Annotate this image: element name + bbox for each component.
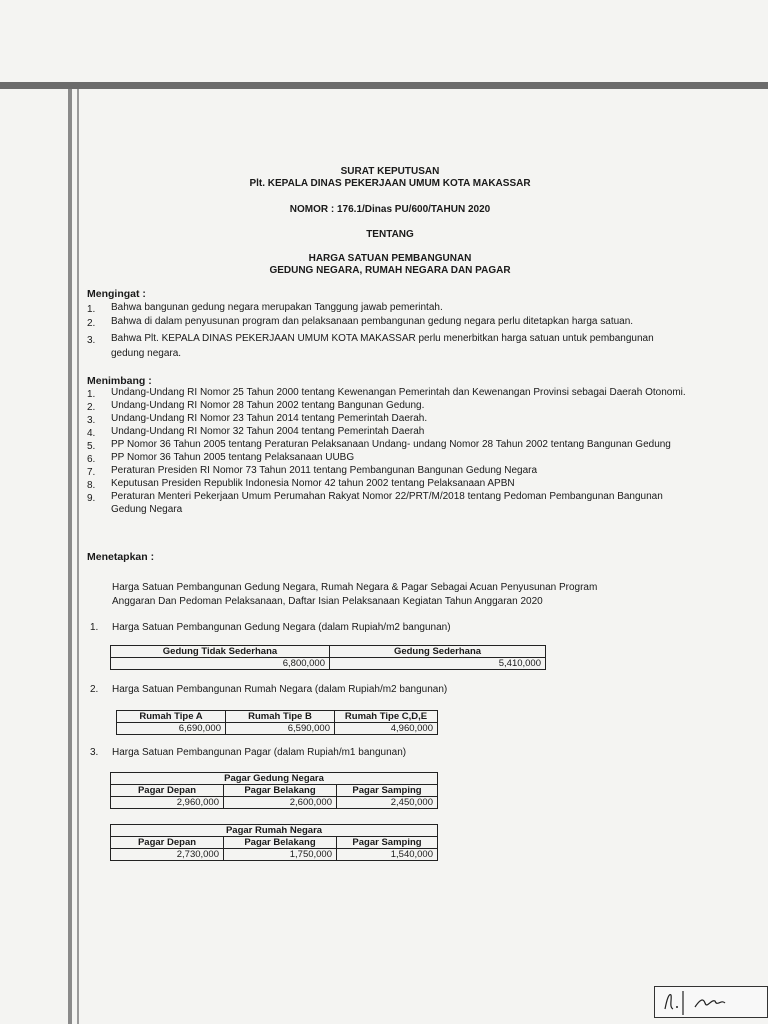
table-header: Pagar Depan (111, 785, 224, 797)
list-number: 7. (87, 467, 96, 478)
table-cell: 2,960,000 (111, 797, 224, 809)
section2-caption (90, 684, 447, 695)
table-cell: 2,450,000 (337, 797, 438, 809)
list-item (87, 412, 697, 425)
table-header: Gedung Tidak Sederhana (111, 646, 330, 658)
list-text: Undang-Undang RI Nomor 28 Tahun 2002 tentang Bangunan Gedung. (111, 400, 425, 411)
list-item (87, 315, 687, 328)
list-item (87, 477, 697, 490)
table-cell: 6,800,000 (111, 658, 330, 670)
menetapkan-intro-line1: Harga Satuan Pembangunan Gedung Negara, Rumah Negara & Pagar Sebagai Acuan Penyusunan Program (112, 582, 598, 593)
list-number: 2. (87, 318, 96, 329)
section-text: Harga Satuan Pembangunan Pagar (dalam Rupiah/m1 bangunan) (112, 747, 407, 758)
table-header: Pagar Samping (337, 837, 438, 849)
section-number: 3. (90, 747, 99, 758)
section3-caption (90, 747, 406, 758)
table-cell: 2,730,000 (111, 849, 224, 861)
table-title: Pagar Rumah Negara (111, 825, 438, 837)
mengingat-list (87, 301, 687, 361)
list-number: 3. (87, 335, 96, 346)
section-text: Harga Satuan Pembangunan Gedung Negara (dalam Rupiah/m2 bangunan) (112, 622, 451, 633)
table-header: Rumah Tipe B (226, 711, 335, 723)
list-text: Keputusan Presiden Republik Indonesia Nomor 42 tahun 2002 tentang Pelaksanaan APBN (111, 478, 515, 489)
table-cell: 6,590,000 (226, 723, 335, 735)
section1-caption (90, 622, 451, 633)
list-item (87, 386, 697, 399)
table-header: Pagar Belakang (224, 837, 337, 849)
table-header: Pagar Belakang (224, 785, 337, 797)
table-cell: 2,600,000 (224, 797, 337, 809)
list-number: 1. (87, 304, 96, 315)
table-header: Pagar Depan (111, 837, 224, 849)
list-item (87, 438, 697, 451)
list-item (87, 399, 697, 412)
mengingat-heading: Mengingat : (87, 288, 146, 300)
menimbang-heading: Menimbang : (87, 375, 152, 387)
table-cell: 5,410,000 (330, 658, 546, 670)
doc-issuer: Plt. KEPALA DINAS PEKERJAAN UMUM KOTA MAKASSAR (249, 178, 531, 189)
list-item (87, 490, 697, 516)
list-number: 8. (87, 480, 96, 491)
table-cell: 4,960,000 (335, 723, 438, 735)
doc-subject-line2: GEDUNG NEGARA, RUMAH NEGARA DAN PAGAR (269, 265, 511, 276)
menimbang-list (87, 386, 697, 516)
scan-left-border (68, 89, 72, 1024)
scan-top-border (0, 82, 768, 89)
doc-subject-line1: HARGA SATUAN PEMBANGUNAN (308, 253, 472, 264)
table-cell: 1,750,000 (224, 849, 337, 861)
list-number: 5. (87, 441, 96, 452)
section-number: 1. (90, 622, 99, 633)
list-text: Peraturan Menteri Pekerjaan Umum Perumahan Rakyat Nomor 22/PRT/M/2018 tentang Pedoman Pembangunan Bangunan Gedung Negara (111, 491, 663, 515)
table-cell: 1,540,000 (337, 849, 438, 861)
list-number: 1. (87, 389, 96, 400)
table-header: Rumah Tipe C,D,E (335, 711, 438, 723)
section-text: Harga Satuan Pembangunan Rumah Negara (dalam Rupiah/m2 bangunan) (112, 684, 448, 695)
table-header: Gedung Sederhana (330, 646, 546, 658)
table-title: Pagar Gedung Negara (111, 773, 438, 785)
table-header: Rumah Tipe A (117, 711, 226, 723)
table-header: Pagar Samping (337, 785, 438, 797)
list-text: Bahwa bangunan gedung negara merupakan Tanggung jawab pemerintah. (111, 302, 443, 313)
list-text: Undang-Undang RI Nomor 23 Tahun 2014 tentang Pemerintah Daerah. (111, 413, 428, 424)
list-item (87, 301, 687, 314)
initials-box (654, 986, 768, 1018)
list-text: Bahwa Plt. KEPALA DINAS PEKERJAAN UMUM KOTA MAKASSAR perlu menerbitkan harga satuan untuk pembangunan gedung negara. (111, 333, 654, 359)
list-number: 6. (87, 454, 96, 465)
list-text: Undang-Undang RI Nomor 25 Tahun 2000 tentang Kewenangan Pemerintah dan Kewenangan Provinsi sebagai Daerah Otonomi. (111, 387, 686, 398)
menetapkan-intro-line2: Anggaran Dan Pedoman Pelaksanaan, Daftar Isian Pelaksanaan Kegiatan Tahun Anggaran 2020 (112, 596, 543, 607)
list-text: Peraturan Presiden RI Nomor 73 Tahun 2011 tentang Pembangunan Bangunan Gedung Negara (111, 465, 538, 476)
list-text: Undang-Undang RI Nomor 32 Tahun 2004 tentang Pemerintah Daerah (111, 426, 425, 437)
table-cell: 6,690,000 (117, 723, 226, 735)
doc-number: NOMOR : 176.1/Dinas PU/600/TAHUN 2020 (289, 204, 491, 215)
list-number: 2. (87, 402, 96, 413)
doc-title: SURAT KEPUTUSAN (340, 166, 440, 177)
signature-scribble-icon (655, 987, 767, 1017)
rumah-negara-table (116, 710, 438, 735)
list-item (87, 451, 697, 464)
list-text: PP Nomor 36 Tahun 2005 tentang Peraturan Pelaksanaan Undang- undang Nomor 28 Tahun 2002 tentang Bangunan Gedung (111, 439, 671, 450)
gedung-negara-table (110, 645, 546, 670)
list-text: PP Nomor 36 Tahun 2005 tentang Pelaksanaan UUBG (111, 452, 355, 463)
pagar-rumah-table (110, 824, 438, 861)
list-number: 4. (87, 428, 96, 439)
menetapkan-heading: Menetapkan : (87, 551, 155, 563)
list-item (87, 464, 697, 477)
pagar-gedung-table (110, 772, 438, 809)
scan-left-border-inner (77, 89, 79, 1024)
list-text: Bahwa di dalam penyusunan program dan pelaksanaan pembangunan gedung negara perlu ditetapkan harga satuan. (111, 316, 634, 327)
doc-tentang: TENTANG (366, 229, 414, 240)
list-number: 3. (87, 415, 96, 426)
list-item (87, 331, 687, 361)
list-item (87, 425, 697, 438)
section-number: 2. (90, 684, 99, 695)
list-number: 9. (87, 493, 96, 504)
